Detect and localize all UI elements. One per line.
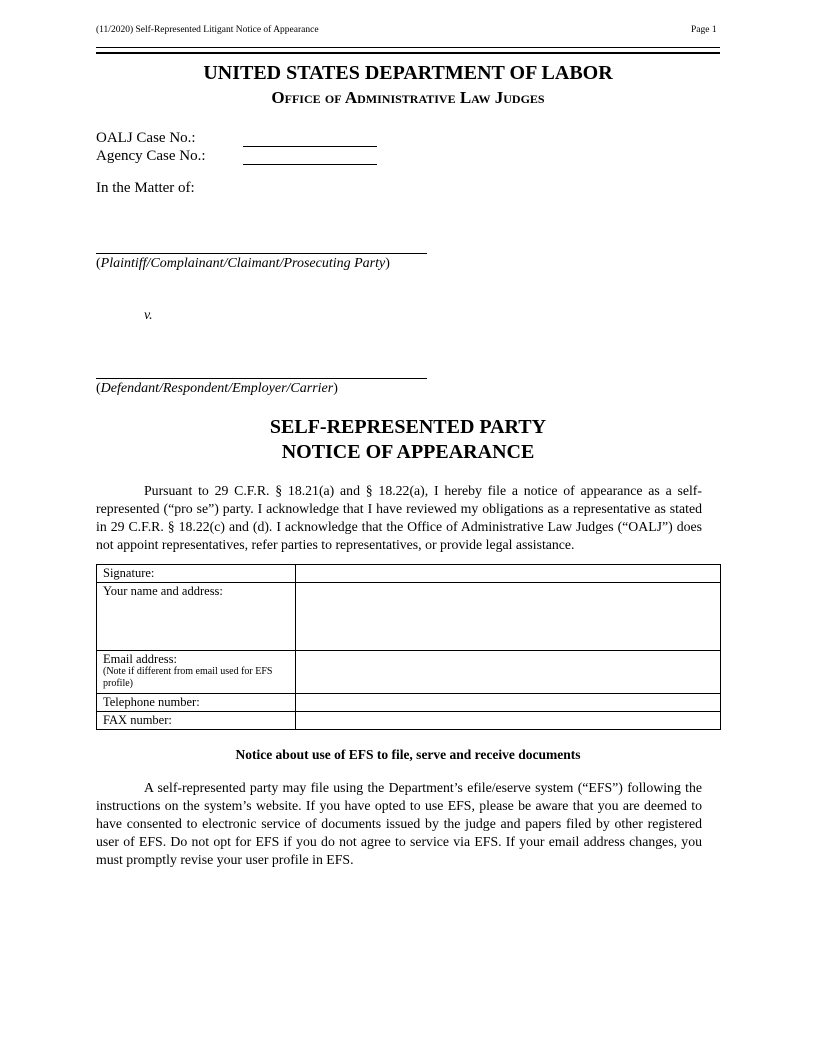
- fax-field[interactable]: [296, 712, 721, 730]
- header-rule-bottom: [96, 52, 720, 54]
- header-rule-top: [96, 47, 720, 48]
- signature-label: Signature:: [97, 565, 296, 583]
- email-note: (Note if different from email used for EFS profile): [103, 666, 273, 689]
- notice-title-line2: NOTICE OF APPEARANCE: [281, 441, 535, 463]
- party-info-table: [96, 564, 721, 730]
- defendant-name-field[interactable]: [96, 378, 427, 379]
- telephone-field[interactable]: [296, 694, 721, 712]
- agency-case-field[interactable]: [243, 149, 377, 165]
- oalj-case-label: OALJ Case No.:: [96, 130, 196, 146]
- defendant-caption: (Defendant/Respondent/Employer/Carrier): [96, 381, 338, 396]
- plaintiff-name-field[interactable]: [96, 253, 427, 254]
- email-label-text: Email address:: [103, 652, 177, 666]
- email-field[interactable]: [296, 651, 721, 694]
- oalj-case-field[interactable]: [243, 131, 377, 147]
- table-row: [97, 565, 721, 583]
- agency-subtitle: Office of Administrative Law Judges: [271, 88, 545, 107]
- plaintiff-caption: (Plaintiff/Complainant/Claimant/Prosecuting Party): [96, 256, 390, 271]
- telephone-label: Telephone number:: [97, 694, 296, 712]
- notice-title-line1: SELF-REPRESENTED PARTY: [269, 416, 547, 438]
- signature-field[interactable]: [296, 565, 721, 583]
- matter-label: In the Matter of:: [96, 180, 195, 196]
- table-row: [97, 694, 721, 712]
- table-row: [97, 583, 721, 651]
- name-address-label: Your name and address:: [97, 583, 296, 651]
- table-row: [97, 712, 721, 730]
- efs-paragraph: A self-represented party may file using the Department’s efile/eserve system (“EFS”) following the instructions on the system’s website. If you have opted to use EFS, please be aware that you are deemed to have consented to electronic service of documents issued by the judge and papers filed by other registered user of EFS. Do not opt for EFS if you do not agree to service via EFS. If your email address changes, you must promptly revise your user profile in EFS.: [96, 780, 702, 867]
- header-form-id: (11/2020) Self-Represented Litigant Notice of Appearance: [96, 25, 319, 35]
- notice-paragraph: Pursuant to 29 C.F.R. § 18.21(a) and § 18.22(a), I hereby file a notice of appearance as a self-represented (“pro se”) party. I acknowledge that I have reviewed my obligations as a representative as stated in 29 C.F.R. § 18.22(c) and (d). I acknowledge that the Office of Administrative Law Judges (“OALJ”) does not appoint representatives, refer parties to representatives, or provide legal assistance.: [96, 483, 702, 552]
- header-page-number: Page 1: [691, 25, 717, 35]
- email-label: [97, 651, 296, 694]
- agency-case-label: Agency Case No.:: [96, 148, 206, 164]
- versus-label: v.: [144, 308, 153, 323]
- agency-title: UNITED STATES DEPARTMENT OF LABOR: [203, 62, 613, 84]
- name-address-field[interactable]: [296, 583, 721, 651]
- fax-label: FAX number:: [97, 712, 296, 730]
- table-row: [97, 651, 721, 694]
- efs-heading: Notice about use of EFS to file, serve and receive documents: [235, 747, 581, 762]
